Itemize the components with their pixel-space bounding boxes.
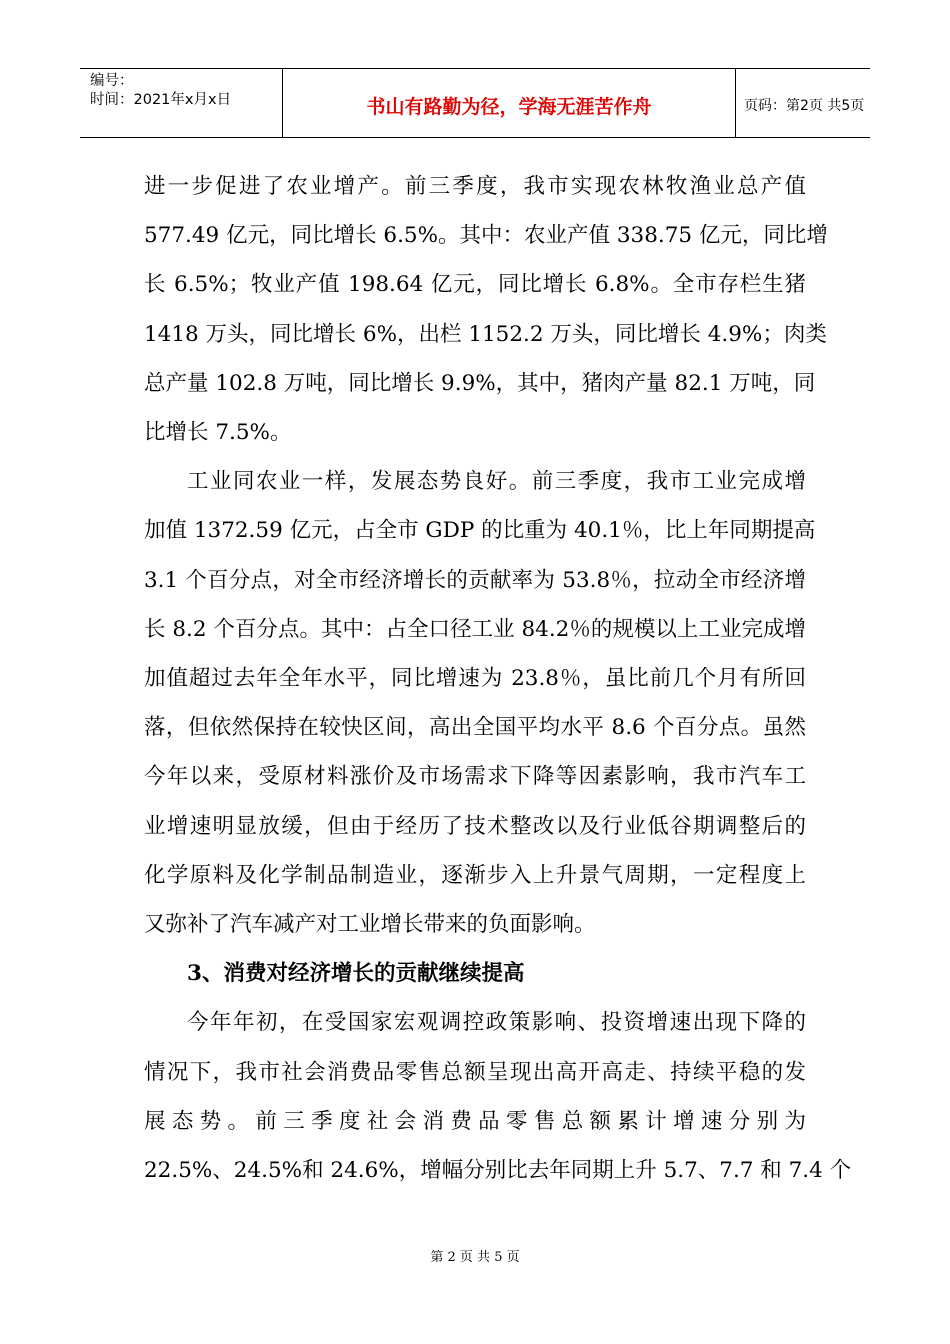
text-line: 577.49 亿元，同比增长 6.5%。其中：农业产值 338.75 亿元，同比增 <box>144 223 828 249</box>
text-line: 22.5%、24.5%和 24.6%，增幅分别比去年同期上升 5.7、7.7 和 7.4 个 <box>144 1158 852 1184</box>
document-number-label: 编号： <box>90 73 134 89</box>
text-line: 情况下，我市社会消费品零售总额呈现出高开高走、持续平稳的发 <box>144 1059 806 1085</box>
text-line: 总产量 102.8 万吨，同比增长 9.9%，其中，猪肉产量 82.1 万吨，同 <box>144 370 816 396</box>
section-heading: 3、消费对经济增长的贡献继续提高 <box>187 961 525 987</box>
document-body <box>144 162 852 1195</box>
text-line: 业增速明显放缓，但由于经历了技术整改以及行业低谷期调整后的 <box>144 813 806 839</box>
text-line: 比增长 7.5%。 <box>144 420 292 446</box>
page-footer: 第 2 页 共 5 页 <box>430 1250 520 1265</box>
header-page-cell <box>735 69 870 137</box>
paragraph-consumption <box>144 998 852 1195</box>
paragraph-industry <box>144 457 816 949</box>
header-meta <box>80 69 282 140</box>
text-line: 落，但依然保持在较快区间，高出全国平均水平 8.6 个百分点。虽然 <box>144 715 806 741</box>
text-line: 今年年初，在受国家宏观调控政策影响、投资增速出现下降的 <box>187 1010 806 1036</box>
text-line: 长 6.5%；牧业产值 198.64 亿元，同比增长 6.8%。全市存栏生猪 <box>144 272 806 298</box>
header-motto: 书山有路勤为径，学海无涯苦作舟 <box>366 96 652 118</box>
text-line: 又弥补了汽车减产对工业增长带来的负面影响。 <box>144 912 596 938</box>
text-line: 进一步促进了农业增产。前三季度，我市实现农林牧渔业总产值 <box>144 174 806 199</box>
text-line: 加值超过去年全年水平，同比增速为 23.8％，虽比前几个月有所回 <box>144 666 806 692</box>
text-line: 今年以来，受原材料涨价及市场需求下降等因素影响，我市汽车工 <box>144 764 806 790</box>
paragraph-agriculture <box>144 162 828 457</box>
text-line: 3.1 个百分点，对全市经济增长的贡献率为 53.8％，拉动全市经济增 <box>144 567 806 593</box>
document-date: 时间：2021年x月x日 <box>90 92 232 108</box>
text-line: 展态势。前三季度社会消费品零售总额累计增速分别为 <box>144 1108 806 1134</box>
header-page-info: 页码：第2页 共5页 <box>744 98 865 114</box>
text-line: 长 8.2 个百分点。其中：占全口径工业 84.2％的规模以上工业完成增 <box>144 616 806 642</box>
header-motto-cell <box>282 69 736 137</box>
page-header <box>80 68 870 138</box>
text-line: 1418 万头，同比增长 6%，出栏 1152.2 万头，同比增长 4.9%；肉类 <box>144 321 827 347</box>
text-line: 化学原料及化学制品制造业，逐渐步入上升景气周期，一定程度上 <box>144 862 806 888</box>
text-line: 工业同农业一样，发展态势良好。前三季度，我市工业完成增 <box>187 469 806 495</box>
text-line: 加值 1372.59 亿元，占全市 GDP 的比重为 40.1％，比上年同期提高 <box>144 518 816 544</box>
